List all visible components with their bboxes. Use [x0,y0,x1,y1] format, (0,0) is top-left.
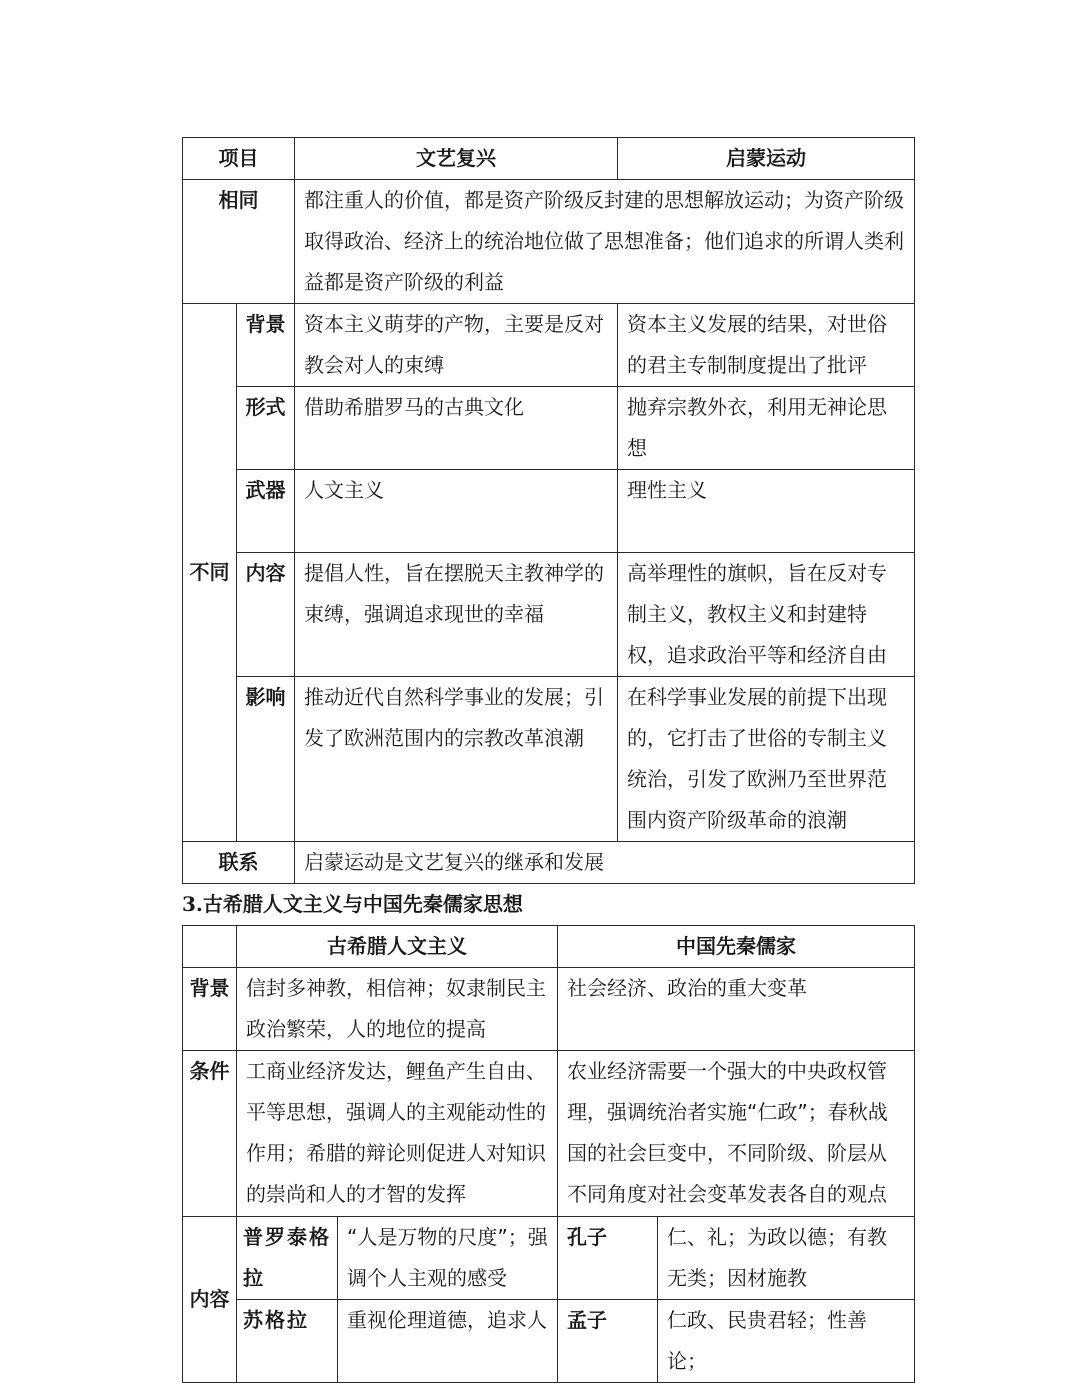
row-label-content: 内容 [237,553,295,677]
greek-conditions: 工商业经济发达，鲤鱼产生自由、平等思想，强调人的主观能动性的作用；希腊的辩论则促进人对知识的崇尚和人的才智的发挥 [237,1051,558,1217]
header-empty [183,926,237,968]
link-label: 联系 [183,842,295,884]
header-enlightenment: 启蒙运动 [618,138,915,180]
renaissance-background: 资本主义萌芽的产物，主要是反对教会对人的束缚 [295,304,618,387]
same-label: 相同 [183,180,295,304]
china-background: 社会经济、政治的重大变革 [558,968,915,1051]
row-label-impact: 影响 [237,677,295,842]
renaissance-form: 借助希腊罗马的古典文化 [295,387,618,470]
link-text: 启蒙运动是文艺复兴的继承和发展 [295,842,915,884]
renaissance-impact: 推动近代自然科学事业的发展；引发了欧洲范围内的宗教改革浪潮 [295,677,618,842]
different-label: 不同 [183,304,237,842]
row-label-conditions: 条件 [183,1051,237,1217]
enlightenment-impact: 在科学事业发展的前提下出现的，它打击了世俗的专制主义统治，引发了欧洲乃至世界范围内资产阶级革命的浪潮 [618,677,915,842]
china-conditions: 农业经济需要一个强大的中央政权管理，强调统治者实施“仁政”；春秋战国的社会巨变中，不同阶级、阶层从不同角度对社会变革发表各自的观点 [558,1051,915,1217]
enlightenment-content: 高举理性的旗帜，旨在反对专制主义，教权主义和封建特权，追求政治平等和经济自由 [618,553,915,677]
row-label-weapon: 武器 [237,470,295,553]
greek-thinker-idea: “人是万物的尺度”；强调个人主观的感受 [338,1217,558,1300]
greek-thinker-idea: 重视伦理道德，追求人 [338,1300,558,1383]
enlightenment-background: 资本主义发展的结果，对世俗的君主专制制度提出了批评 [618,304,915,387]
china-thinker-idea: 仁、礼；为政以德；有教无类；因材施教 [658,1217,915,1300]
same-text: 都注重人的价值，都是资产阶级反封建的思想解放运动；为资产阶级取得政治、经济上的统治地位做了思想准备；他们追求的所谓人类利益都是资产阶级的利益 [295,180,915,304]
row-label-content: 内容 [183,1217,237,1383]
enlightenment-weapon: 理性主义 [618,470,915,553]
header-item: 项目 [183,138,295,180]
renaissance-content: 提倡人性，旨在摆脱天主教神学的束缚，强调追求现世的幸福 [295,553,618,677]
china-thinker-name: 孟子 [558,1300,658,1383]
greek-thinker-name: 苏格拉 [237,1300,338,1383]
row-label-form: 形式 [237,387,295,470]
greek-thinker-name: 普罗泰格拉 [237,1217,338,1300]
china-thinker-name: 孔子 [558,1217,658,1300]
renaissance-weapon: 人文主义 [295,470,618,553]
header-china: 中国先秦儒家 [558,926,915,968]
header-renaissance: 文艺复兴 [295,138,618,180]
row-label-background: 背景 [237,304,295,387]
greek-background: 信封多神教，相信神；奴隶制民主政治繁荣，人的地位的提高 [237,968,558,1051]
section-title: 3.古希腊人文主义与中国先秦儒家思想 [182,892,523,916]
header-greek: 古希腊人文主义 [237,926,558,968]
enlightenment-form: 抛弃宗教外衣，利用无神论思想 [618,387,915,470]
row-label-background: 背景 [183,968,237,1051]
renaissance-enlightenment-table [182,137,915,884]
china-thinker-idea: 仁政、民贵君轻；性善论； [658,1300,915,1383]
greek-china-table [182,925,915,1383]
